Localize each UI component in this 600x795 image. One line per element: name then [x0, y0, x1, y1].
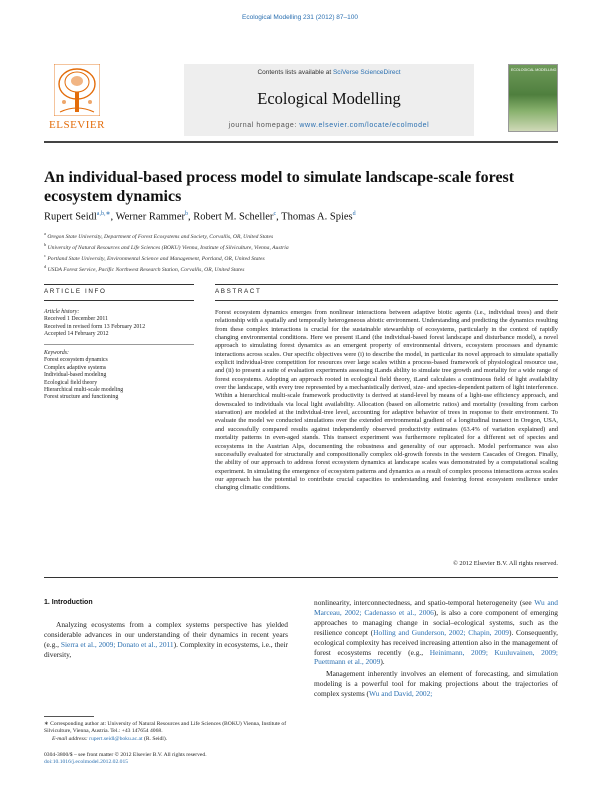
affiliation-item: [44, 230, 558, 241]
doi-link[interactable]: doi:10.1016/j.ecolmodel.2012.02.015: [44, 759, 129, 766]
journal-title: Ecological Modelling: [257, 89, 401, 108]
publisher-logo[interactable]: [44, 64, 110, 134]
body-text: nonlinearity, interconnectedness, and spatio-temporal heterogeneity (see: [314, 598, 535, 607]
citation-link[interactable]: Heinimann, 2009; Kuuluvainen, 2009; Puettmann et al., 2009: [314, 647, 558, 667]
journal-header: [44, 64, 558, 136]
publisher-name: ELSEVIER: [49, 119, 105, 131]
article-info-top-rule: [44, 284, 194, 285]
body-paragraph: [44, 620, 288, 660]
author-name[interactable]: Rupert Seidl: [44, 211, 97, 223]
body-paragraph: [314, 598, 558, 667]
article-info-bottom-rule: [44, 300, 194, 301]
cover-title: ECOLOGICAL MODELLING: [511, 68, 557, 72]
corresponding-author-note: ∗ Corresponding author at: University of Natural Resources and Life Sciences (BOKU) Vienna, Institute of Silviculture, Vienna, Austria. Tel.: +43 147654 4068.: [44, 721, 287, 735]
article-info-heading: ARTICLE INFO: [44, 288, 107, 295]
history-item: Received 1 December 2011: [44, 316, 109, 323]
abstract-bottom-rule: [215, 300, 558, 301]
history-item: Received in revised form 13 February 2012: [44, 323, 146, 330]
header-divider: [44, 141, 558, 143]
affiliation-item: [44, 252, 558, 263]
author-name[interactable]: Thomas A. Spies: [281, 211, 353, 223]
body-column-left: [44, 598, 288, 660]
journal-masthead: [184, 64, 474, 136]
author-affiliation-marker[interactable]: d: [352, 211, 356, 217]
keywords-divider: [44, 344, 194, 345]
citation-link[interactable]: Holling and Gunderson, 2002; Chapin, 2009: [373, 627, 509, 637]
body-text: Analyzing ecosystems from a complex systems perspective has yielded considerable advances in our understanding of their dynamics in recent years (e.g.,: [44, 619, 288, 649]
author-separator: ,: [187, 211, 194, 223]
affiliation-key: a: [44, 231, 46, 236]
affiliation-key: c: [44, 252, 46, 258]
body-column-right: [314, 598, 558, 699]
history-label: Article history:: [44, 309, 80, 315]
citation-link[interactable]: Wu and Marceau, 2002; Cadenasso et al., 2006: [314, 598, 558, 617]
affiliation-text: Portland State University, Environmental Science and Management, Portland, OR, United States: [47, 255, 265, 262]
author-separator: ,: [276, 211, 282, 223]
copyright-notice: © 2012 Elsevier B.V. All rights reserved.: [452, 560, 558, 567]
affiliation-list: [44, 230, 558, 273]
footnote-divider: [44, 716, 94, 717]
affiliation-item: [44, 263, 558, 274]
author-name[interactable]: Werner Rammer: [115, 211, 185, 223]
affiliation-text: Oregon State University, Department of Forest Ecosystems and Society, Corvallis, OR, United States: [47, 233, 274, 240]
journal-cover-thumbnail[interactable]: [508, 64, 558, 132]
email-note: [44, 736, 288, 743]
body-text: ). Complexity in ecosystems, i.e., their diversity,: [44, 639, 289, 659]
email-suffix: (R. Seidl).: [142, 735, 168, 742]
keywords-label: Keywords:: [44, 350, 69, 356]
author-name[interactable]: Robert M. Scheller: [193, 211, 274, 223]
history-item: Accepted 14 February 2012: [44, 331, 109, 338]
footnotes: [44, 721, 288, 743]
author-affiliation-marker[interactable]: c: [273, 211, 277, 217]
journal-homepage-link[interactable]: www.elsevier.com/locate/ecolmodel: [299, 122, 430, 129]
homepage-line: [184, 122, 474, 129]
abstract-end-rule: [44, 577, 558, 578]
email-label: E-mail address:: [52, 735, 90, 742]
affiliation-item: [44, 241, 558, 252]
body-text: ).: [380, 657, 385, 667]
citation-link[interactable]: Sierra et al., 2009; Donato et al., 2011: [60, 639, 174, 649]
affiliation-key: d: [44, 263, 47, 269]
author-separator: ,: [110, 211, 116, 223]
citation-link[interactable]: Wu and David, 2002;: [369, 689, 433, 699]
journal-reference[interactable]: Ecological Modelling 231 (2012) 87–100: [242, 14, 358, 21]
keyword-item: Forest structure and functioning: [44, 394, 119, 401]
author-affiliation-marker[interactable]: a,b,∗: [96, 211, 111, 217]
body-text: ). Consequently, ecological complexity has received increasing attention also in the management of forest ecosystems recently (e.g.,: [314, 627, 559, 657]
keyword-item: Hierarchical multi-scale modeling: [44, 387, 124, 394]
body-paragraph: [314, 669, 558, 699]
abstract-heading: ABSTRACT: [215, 288, 262, 295]
keyword-item: Forest ecosystem dynamics: [44, 357, 108, 364]
sciencedirect-link[interactable]: SciVerse ScienceDirect: [332, 69, 401, 76]
contents-line: [184, 69, 474, 76]
elsevier-tree-icon: [54, 64, 100, 116]
author-affiliation-marker[interactable]: b: [184, 211, 188, 217]
keyword-item: Complex adaptive systems: [44, 364, 107, 371]
keywords: [44, 350, 194, 402]
contents-prefix: Contents lists available at: [257, 69, 333, 76]
affiliation-text: University of Natural Resources and Life Sciences (BOKU) Vienna, Institute of Silviculture, Vienna, Austria: [47, 244, 289, 251]
email-link[interactable]: rupert.seidl@boku.ac.at: [89, 735, 143, 742]
affiliation-key: b: [44, 241, 47, 247]
body-text: Management inherently involves an element of forecasting, and simulation modeling is a powerful tool for making projections about the trajectories of complex systems (: [314, 669, 558, 699]
keyword-item: Individual-based modeling: [44, 372, 107, 379]
body-text: ), is also a core component of emerging approaches to managing change in social–ecological systems, such as the resilience concept (: [314, 607, 558, 637]
section-heading-introduction: 1. Introduction: [44, 599, 93, 606]
issn-line: 0304-3800/$ – see front matter © 2012 Elsevier B.V. All rights reserved.: [44, 752, 207, 758]
author-list: [44, 210, 558, 223]
homepage-prefix: journal homepage:: [228, 122, 300, 129]
affiliation-text: USDA Forest Service, Pacific Northwest Research Station, Corvallis, OR, United States: [47, 266, 245, 273]
abstract-body: Forest ecosystem dynamics emerges from nonlinear interactions between adaptive biotic agents (i.e., individual trees) and their relationship with a spatially and temporally heterogeneous abiotic environment. Understanding and predicting the dynamics resulting from these complex interactions is crucial for the sustainable stewardship of ecosystems, particularly in the context of rapidly changing environmental conditions. Here we present iLand (the individual-based forest landscape and disturbance model), a novel approach to simulating forest dynamics as an emergent property of environmental drivers, ecosystem processes and dynamic interactions across scales. Our specific objectives were (i) to describe the model, in particular its novel approach to simulate spatially explicit individual-tree competition for resources over large scales within a process-based framework of physiological resource use, and (ii) to present a suite of evaluation experiments assessing iLands ability to simulate tree growth and mortality for a wide range of forest ecosystems. Adopting an approach rooted in ecological field theory, iLand calculates a continuous field of light availability over the landscape, with every tree represented by a mechanistically derived, size- and species-dependent pattern of light interference. Within a hierarchical multi-scale framework productivity is derived at stand-level by means of a light-use efficiency approach, and downscaled to individuals via local light availability. Allocation (based on allometric ratios) and mortality (resulting from carbon starvation) are modeled at the individual-tree level, accounting for adaptive behavior of trees in response to their environment. To evaluate the model we conducted simulations over the extended environmental gradient of a longitudinal transect in Oregon, USA, and successfully compared results against independently observed productivity estimates (63.4% of variation explained) and mortality patterns in even-aged stands. This transect experiment was furthermore replicated for a different set of species and ecosystems in the Austrian Alps, documenting the robustness and generality of our approach. Model performance was also successfully evaluated for structurally and compositionally complex old-growth forests in the western Cascades of Oregon. Finally, the ability of our approach to address forest ecosystem dynamics at landscape scales was demonstrated by a computational scaling experiment. In simulating the emergence of ecosystem patterns and dynamics as a result of complex process interactions across scales our approach has the potential to contribute crucial capacities to understanding and fostering forest ecosystem resilience under changing climatic conditions.: [215, 309, 558, 492]
keyword-item: Ecological field theory: [44, 379, 98, 386]
article-history: [44, 309, 194, 339]
issn-block: [44, 752, 344, 767]
article-title: An individual-based process model to simulate landscape-scale forest ecosystem dynamics: [44, 169, 515, 205]
abstract-top-rule: [215, 284, 558, 285]
